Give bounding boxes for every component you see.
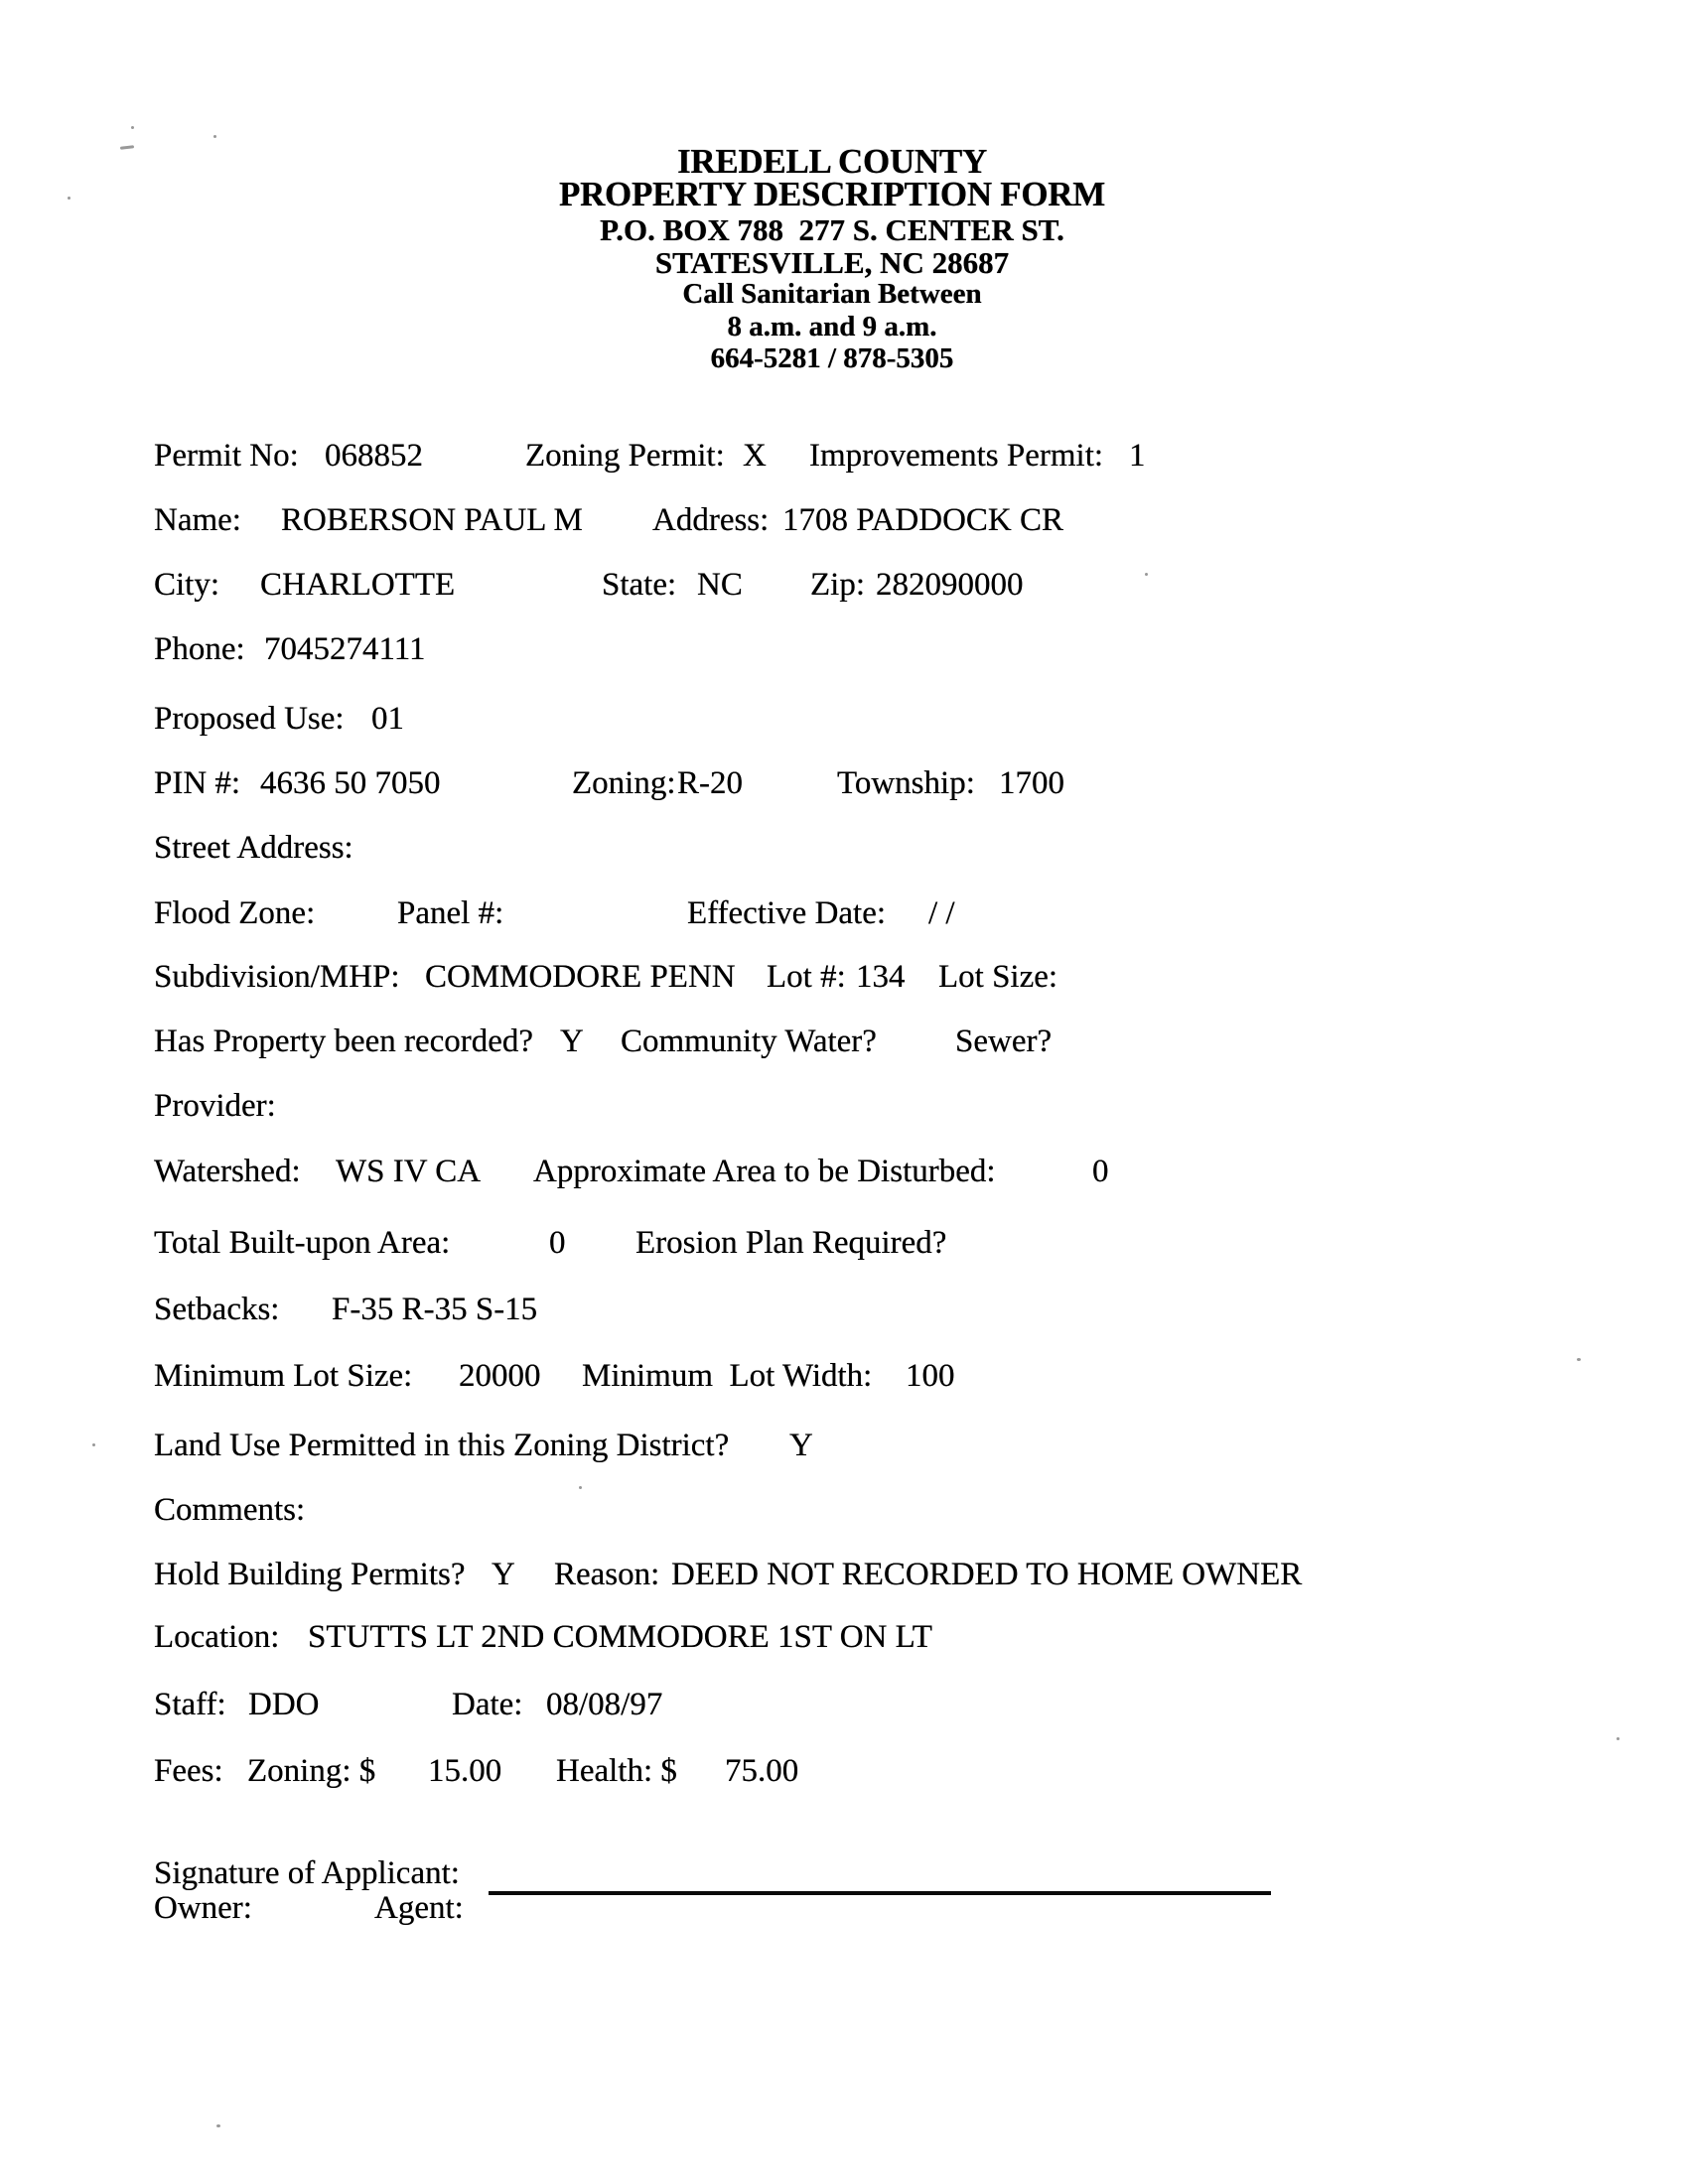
improvements-permit-label: Improvements Permit: — [809, 438, 1104, 474]
subdivision-mhp-label: Subdivision/MHP: — [154, 959, 400, 995]
township-value: 1700 — [999, 765, 1064, 801]
date-value: 08/08/97 — [546, 1687, 663, 1722]
phone-label: Phone: — [154, 631, 245, 667]
scan-artifact — [216, 2124, 220, 2127]
built-upon-area-value: 0 — [549, 1225, 566, 1261]
land-use-permitted-label: Land Use Permitted in this Zoning District? — [154, 1428, 730, 1463]
min-lot-size-label: Minimum Lot Size: — [154, 1358, 413, 1394]
hold-building-permits-value: Y — [492, 1557, 515, 1592]
staff-value: DDO — [248, 1687, 320, 1722]
row-owner-agent — [0, 1890, 1689, 1936]
built-upon-area-label: Total Built-upon Area: — [154, 1225, 451, 1261]
address-value: 1708 PADDOCK CR — [782, 502, 1064, 538]
row-provider — [0, 1088, 1689, 1134]
row-name-address — [0, 502, 1689, 548]
permit-no-label: Permit No: — [154, 438, 299, 474]
row-phone — [0, 631, 1689, 677]
community-water-label: Community Water? — [621, 1024, 877, 1059]
township-label: Township: — [837, 765, 975, 801]
address-label: Address: — [652, 502, 770, 538]
row-location — [0, 1619, 1689, 1665]
phone-value: 7045274111 — [264, 631, 426, 667]
property-recorded-value: Y — [560, 1024, 584, 1059]
zoning-value: R-20 — [677, 765, 743, 801]
row-permit — [0, 438, 1689, 483]
state-value: NC — [697, 567, 743, 603]
setbacks-value: F-35 R-35 S-15 — [332, 1292, 538, 1327]
min-lot-size-value: 20000 — [459, 1358, 541, 1394]
row-flood-zone — [0, 895, 1689, 941]
header-address-line2: STATESVILLE, NC 28687 — [654, 245, 1010, 280]
owner-label: Owner: — [154, 1890, 252, 1926]
name-label: Name: — [154, 502, 241, 538]
location-label: Location: — [154, 1619, 280, 1655]
signature-of-applicant-label: Signature of Applicant: — [154, 1855, 460, 1891]
row-comments — [0, 1492, 1689, 1538]
fee-zoning-value: 15.00 — [428, 1753, 502, 1789]
agent-label: Agent: — [374, 1890, 464, 1926]
permit-no-value: 068852 — [325, 438, 423, 474]
scan-artifact — [68, 197, 70, 200]
row-street-address — [0, 830, 1689, 876]
scan-artifact — [1145, 573, 1148, 576]
header-phone-numbers: 664-5281 / 878-5305 — [710, 342, 954, 374]
row-built-upon — [0, 1225, 1689, 1271]
zoning-permit-value: X — [743, 438, 767, 474]
min-lot-width-label: Minimum Lot Width: — [582, 1358, 873, 1394]
fee-health-value: 75.00 — [725, 1753, 799, 1789]
row-fees — [0, 1753, 1689, 1799]
panel-no-label: Panel #: — [397, 895, 504, 931]
effective-date-label: Effective Date: — [687, 895, 887, 931]
proposed-use-label: Proposed Use: — [154, 701, 345, 737]
reason-label: Reason: — [554, 1557, 660, 1592]
land-use-permitted-value: Y — [789, 1428, 813, 1463]
zip-value: 282090000 — [876, 567, 1024, 603]
scan-artifact — [1617, 1737, 1619, 1740]
zoning-label: Zoning: — [572, 765, 676, 801]
row-land-use — [0, 1428, 1689, 1473]
fees-label: Fees: — [154, 1753, 223, 1789]
flood-zone-label: Flood Zone: — [154, 895, 316, 931]
effective-date-value: / / — [928, 895, 955, 931]
city-label: City: — [154, 567, 220, 603]
header-call-note-2: 8 a.m. and 9 a.m. — [727, 311, 937, 342]
reason-value: DEED NOT RECORDED TO HOME OWNER — [671, 1557, 1303, 1592]
provider-label: Provider: — [154, 1088, 276, 1124]
area-disturbed-label: Approximate Area to be Disturbed: — [533, 1154, 996, 1189]
subdivision-mhp-value: COMMODORE PENN — [425, 959, 736, 995]
header-call-note-1: Call Sanitarian Between — [682, 278, 982, 310]
watershed-label: Watershed: — [154, 1154, 301, 1189]
street-address-label: Street Address: — [154, 830, 353, 866]
pin-value: 4636 50 7050 — [260, 765, 441, 801]
form-title: PROPERTY DESCRIPTION FORM — [559, 175, 1105, 213]
name-value: ROBERSON PAUL M — [281, 502, 583, 538]
row-pin-zoning-township — [0, 765, 1689, 811]
zoning-permit-label: Zoning Permit: — [525, 438, 725, 474]
header-address-line1: P.O. BOX 788 277 S. CENTER ST. — [600, 212, 1064, 247]
city-value: CHARLOTTE — [260, 567, 456, 603]
comments-label: Comments: — [154, 1492, 306, 1528]
watershed-value: WS IV CA — [336, 1154, 482, 1189]
min-lot-width-value: 100 — [906, 1358, 955, 1394]
proposed-use-value: 01 — [371, 701, 404, 737]
row-proposed-use — [0, 701, 1689, 747]
row-recorded-water-sewer — [0, 1024, 1689, 1069]
row-setbacks — [0, 1292, 1689, 1337]
row-watershed — [0, 1154, 1689, 1199]
row-subdivision — [0, 959, 1689, 1005]
hold-building-permits-label: Hold Building Permits? — [154, 1557, 466, 1592]
scan-artifact — [1577, 1358, 1581, 1361]
row-city-state-zip — [0, 567, 1689, 613]
fee-health-label: Health: $ — [556, 1753, 677, 1789]
property-recorded-label: Has Property been recorded? — [154, 1024, 534, 1059]
zip-label: Zip: — [810, 567, 865, 603]
staff-label: Staff: — [154, 1687, 226, 1722]
pin-label: PIN #: — [154, 765, 241, 801]
lot-no-label: Lot #: — [767, 959, 846, 995]
area-disturbed-value: 0 — [1092, 1154, 1109, 1189]
scan-artifact — [579, 1486, 582, 1489]
erosion-plan-label: Erosion Plan Required? — [635, 1225, 947, 1261]
lot-size-label: Lot Size: — [938, 959, 1058, 995]
county-name: IREDELL COUNTY — [677, 142, 987, 181]
row-hold-permits — [0, 1557, 1689, 1602]
improvements-permit-value: 1 — [1129, 438, 1146, 474]
date-label: Date: — [452, 1687, 523, 1722]
scan-artifact — [92, 1443, 95, 1446]
scan-artifact — [213, 135, 216, 138]
row-staff-date — [0, 1687, 1689, 1732]
location-value: STUTTS LT 2ND COMMODORE 1ST ON LT — [308, 1619, 932, 1655]
scan-artifact — [131, 126, 134, 129]
state-label: State: — [602, 567, 677, 603]
lot-no-value: 134 — [856, 959, 906, 995]
setbacks-label: Setbacks: — [154, 1292, 280, 1327]
fee-zoning-label: Zoning: $ — [247, 1753, 376, 1789]
sewer-label: Sewer? — [955, 1024, 1053, 1059]
row-minimum-lot — [0, 1358, 1689, 1404]
